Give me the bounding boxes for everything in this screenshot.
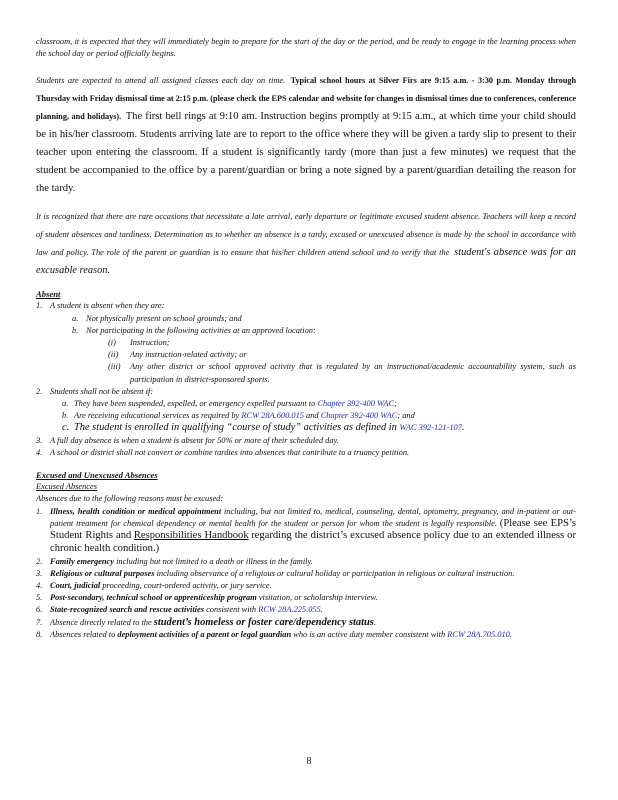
wac-link[interactable]: Chapter 392-400 WAC: [317, 399, 395, 409]
paragraph-tardy-policy: [36, 206, 576, 278]
rcw-link[interactable]: RCW 28A.225.055: [258, 605, 321, 615]
list-item: 8. Absences related to deployment activities of a parent or legal guardian who is an active duty member consistent with RCW 28A.705.010.: [36, 630, 512, 640]
school-hours-intro: Students are expected to attend all assigned classes each day on time.: [36, 76, 286, 86]
list-item: 1. A student is absent when they are:: [36, 301, 165, 311]
list-item: c. The student is enrolled in qualifying “course of study” activities as defined in WAC 392-121-107.: [62, 422, 465, 434]
wac-link[interactable]: Chapter 392-400 WAC: [320, 411, 398, 421]
list-item: 4. Court, judicial proceeding, court-ordered activity, or jury service.: [36, 581, 272, 591]
list-item: b. Not participating in the following activities at an approved location:: [72, 325, 316, 335]
list-item: a. Not physically present on school grounds; and: [72, 313, 242, 323]
paragraph-school-hours: [36, 70, 576, 196]
rcw-link[interactable]: RCW 28A.705.010: [447, 630, 510, 640]
list-item: 7. Absence directly related to the student’s homeless or foster care/dependency status.: [36, 616, 376, 628]
wac-link[interactable]: WAC 392-121-107: [399, 423, 462, 433]
school-hours-times: Typical school hours at Silver Firs are 9:15 a.m. - 3:30 p.m. Monday through Thursday with Friday dismissal time at 2:15 p.m. (please check the EPS calendar and website for changes in dismissal times due to conferences, conference planning, and holidays).: [36, 76, 577, 122]
rcw-link[interactable]: RCW 28A.600.015: [241, 411, 304, 421]
school-hours-bell: The first bell rings at 9:10 am. Instruction begins promptly at 9:15 a.m., at which time your child should be in his/her classroom. Students arriving late are to report to the office where they will be given a tardy slip to present to their teacher upon entering the classroom. If a student is significantly tardy (more than just a few minutes) we request that the student be accompanied to the office by a parent/guardian or bring a note signed by a parent/guardian detailing the reason for the tardy.: [36, 111, 576, 195]
list-item: 2. Students shall not be absent if:: [36, 386, 154, 396]
section-heading-absent: Absent: [36, 289, 61, 300]
page-number: 8: [306, 756, 312, 767]
list-item: b. Are receiving educational services as required by RCW 28A.600.015 and Chapter 392-400 WAC; and: [62, 411, 415, 421]
subheading-excused-absences: Excused Absences: [36, 482, 98, 492]
list-item: 3. A full day absence is when a student is absent for 50% or more of their scheduled day.: [36, 435, 339, 445]
tardy-policy-text: It is recognized that there are rare occasions that necessitate a late arrival, early departure or legitimate excused student absence. Teachers will keep a record of student absences and tardiness. Determination as to whether an absence is a tardy, excused or unexcused absence is made by the school in accordance with law and policy. The role of the parent or guardian is to ensure that his/her children attend school and to verify that the: [36, 212, 576, 258]
list-item: (i) Instruction;: [108, 338, 170, 348]
paragraph-start-of-day: classroom, it is expected that they will immediately begin to prepare for the start of the day or the period, and be ready to engage in the learning process when the school day or period officially begins.: [36, 37, 576, 59]
list-item: a. They have been suspended, expelled, or emergency expelled pursuant to Chapter 392-400 WAC;: [62, 399, 397, 409]
tardy-policy-end: student's absence was for an excusable reason.: [36, 247, 576, 277]
list-item: 6. State-recognized search and rescue activities consistent with RCW 28A.225.055.: [36, 605, 323, 615]
list-item: (iii) Any other district or school approved activity that is regulated by an instructional/academic accountability system, such as participation in district-sponsored sports.: [108, 362, 576, 384]
section-heading-excused: Excused and Unexcused Absences: [36, 470, 158, 481]
document-page: [36, 36, 576, 641]
excused-intro: Absences due to the following reasons must be excused:: [36, 494, 224, 504]
list-item: 5. Post-secondary, technical school or apprenticeship program visitation, or scholarship interview.: [36, 593, 378, 603]
list-item: 2. Family emergency including but not limited to a death or illness in the family.: [36, 556, 313, 566]
list-item: 1. Illness, health condition or medical appointment including, but not limited to, medical, counseling, dental, optometry, pregnancy, and in-patient or out-patient treatment for chemical dependency or mental health for the student or person for whom the student is legally responsible. (Please see EPS’s Student Rights and Responsibilities Handbook regarding the district’s excused absence policy due to an extended illness or chronic health condition.): [36, 506, 577, 555]
list-item: (ii) Any instruction-related activity; or: [108, 350, 247, 360]
handbook-link[interactable]: Responsibilities Handbook: [133, 530, 249, 542]
list-item: 4. A school or district shall not convert or combine tardies into absences that contribute to a truancy petition.: [36, 448, 410, 458]
list-item: 3. Religious or cultural purposes including observance of a religious or cultural holiday or participation in religious or cultural instruction.: [36, 568, 515, 578]
